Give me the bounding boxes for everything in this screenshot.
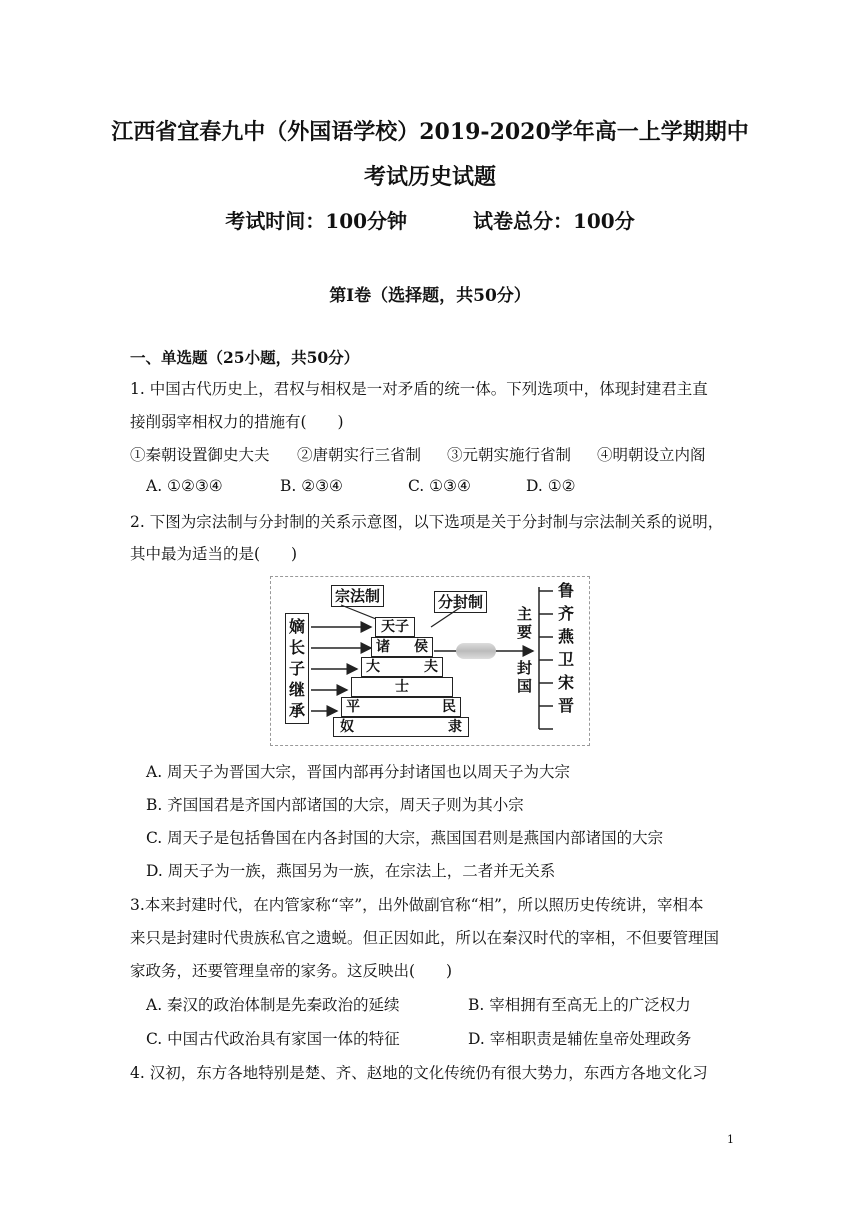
tier-label: 夫 — [424, 659, 438, 675]
q2-option-c: C. 周天子是包括鲁国在内各封国的大宗，燕国国君则是燕国内部诸国的大宗 — [146, 829, 664, 847]
exam-time: 考试时间：100分钟 — [225, 209, 408, 233]
q3-option-a: A. 秦汉的政治体制是先秦政治的延续 — [146, 996, 400, 1014]
exam-info — [0, 205, 860, 234]
blurred-label — [456, 643, 496, 659]
state-lu: 鲁 — [558, 581, 575, 600]
tier-pingmin — [341, 697, 461, 717]
q1-text-line2: 接削弱宰相权力的措施有( ) — [130, 413, 344, 431]
tier-tianzi — [375, 617, 415, 637]
stack-char: 继 — [288, 680, 305, 699]
fief-char: 封 — [517, 659, 533, 677]
q3-text-line1: 3.本来封建时代，在内管家称“宰”，出外做副官称“相”，所以照历史传统讲，宰相本 — [130, 896, 704, 914]
tier-nuli — [333, 717, 469, 737]
clan-system-label: 宗法制 — [331, 585, 384, 607]
main-label — [517, 605, 532, 641]
q3-option-c: C. 中国古代政治具有家国一体的特征 — [146, 1030, 400, 1048]
q3-text-line3: 家政务，还要管理皇帝的家务。这反映出( ) — [130, 962, 453, 980]
fief-label — [517, 659, 532, 695]
tier-label: 大 — [366, 659, 380, 675]
section-heading: 一、单选题（25小题，共50分） — [130, 348, 360, 367]
fief-char: 国 — [517, 677, 533, 695]
tier-label: 民 — [442, 699, 456, 715]
q3-text-line2: 来只是封建时代贵族私官之遗蜕。但正因如此，所以在秦汉时代的宰相，不但要管理国 — [130, 929, 720, 947]
q1-item-1: ①秦朝设置御史大夫 — [130, 446, 270, 464]
state-jin: 晋 — [558, 696, 575, 715]
tier-label: 平 — [346, 699, 360, 715]
fief-system-label: 分封制 — [434, 591, 487, 613]
tier-label: 士 — [395, 679, 409, 695]
tier-label: 诸 — [376, 639, 390, 655]
state-yan: 燕 — [558, 627, 575, 646]
state-qi: 齐 — [558, 604, 575, 623]
stack-char: 嫡 — [288, 617, 305, 636]
state-list — [558, 579, 574, 717]
q2-text-line1: 2. 下图为宗法制与分封制的关系示意图，以下选项是关于分封制与宗法制关系的说明， — [130, 513, 724, 531]
q3-option-b: B. 宰相拥有至高无上的广泛权力 — [468, 996, 691, 1014]
q1-item-2: ②唐朝实行三省制 — [297, 446, 422, 464]
stack-char: 承 — [288, 701, 305, 720]
q3-option-d: D. 宰相职责是辅佐皇帝处理政务 — [468, 1030, 692, 1048]
q2-text-line2: 其中最为适当的是( ) — [130, 545, 298, 563]
q1-item-3: ③元朝实施行省制 — [447, 446, 572, 464]
tier-label: 侯 — [414, 639, 428, 655]
q1-text-line1: 1. 中国古代历史上，君权与相权是一对矛盾的统一体。下列选项中，体现封建君主直 — [130, 380, 708, 398]
page-number: 1 — [727, 1133, 734, 1146]
tier-label: 天子 — [381, 619, 409, 635]
q2-option-a: A. 周天子为晋国大宗，晋国内部再分封诸国也以周天子为大宗 — [146, 763, 571, 781]
doc-title-line1: 江西省宜春九中（外国语学校）2019-2020学年高一上学期期中 — [111, 119, 749, 145]
state-wei: 卫 — [558, 650, 575, 669]
q1-option-d: D. ①② — [526, 477, 576, 495]
q1-option-b: B. ②③④ — [280, 477, 343, 495]
q1-option-a: A. ①②③④ — [146, 477, 223, 495]
tier-zhuhou — [371, 637, 433, 657]
stack-char: 子 — [288, 659, 305, 678]
main-char: 要 — [517, 623, 533, 641]
tier-shi — [351, 677, 453, 697]
q4-text-line1: 4. 汉初，东方各地特别是楚、齐、赵地的文化传统仍有很大势力，东西方各地文化习 — [130, 1064, 708, 1082]
exam-score: 试卷总分：100分 — [472, 209, 635, 233]
primogeniture-box — [285, 613, 309, 724]
tier-dafu — [361, 657, 443, 677]
doc-title-line2: 考试历史试题 — [363, 164, 496, 190]
state-song: 宋 — [558, 673, 575, 692]
q2-option-d: D. 周天子为一族，燕国另为一族，在宗法上，二者并无关系 — [146, 862, 556, 880]
main-char: 主 — [517, 605, 533, 623]
stack-char: 长 — [288, 638, 305, 657]
q2-option-b: B. 齐国国君是齐国内部诸国的大宗，周天子则为其小宗 — [146, 796, 524, 814]
q1-option-c: C. ①③④ — [408, 477, 471, 495]
clan-fief-diagram — [270, 576, 590, 746]
tier-label: 奴 — [340, 719, 354, 735]
volume-heading: 第Ⅰ卷（选择题，共50分） — [329, 286, 531, 306]
q1-item-4: ④明朝设立内阁 — [597, 446, 706, 464]
tier-label: 隶 — [448, 719, 462, 735]
